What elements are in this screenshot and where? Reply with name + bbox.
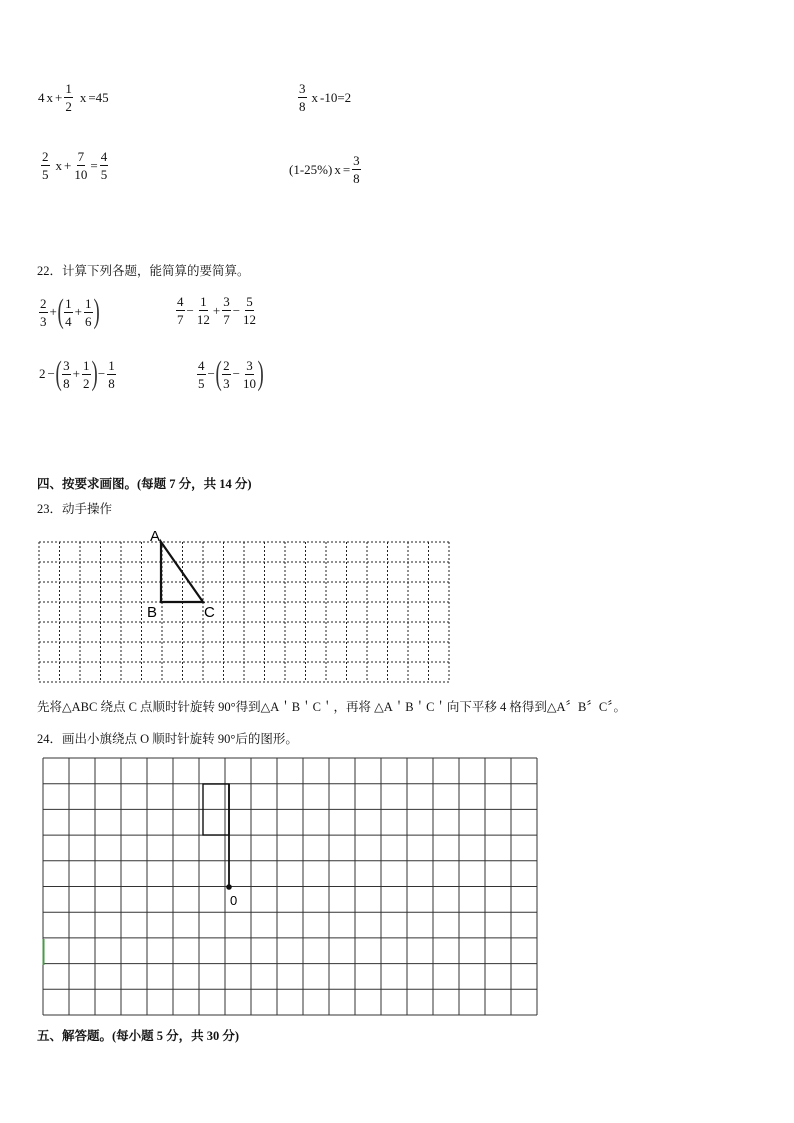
equation-1: 4 x + $\frac{1}{2}$ x =45 bbox=[38, 81, 109, 114]
q22-expression-4: $\frac{4}{5}$ − ( $\frac{2}{3}$ − $\frac{3}{10}$ ) bbox=[198, 355, 264, 392]
q24-grid bbox=[42, 757, 546, 1019]
question-23-title: 23．动手操作 bbox=[37, 502, 113, 516]
question-23-instruction: 先将△ABC 绕点 C 点顺时针旋转 90°得到△A＇B＇C＇，再将 △A＇B＇C＇向下平移 4 格得到△A〞B〞C〞。 bbox=[37, 700, 626, 714]
equation-3: $\frac{2}{5}$ x + $\frac{7}{10}$ = $\frac{4}{5}$ bbox=[42, 149, 108, 182]
question-24-title: 24．画出小旗绕点 O 顺时针旋转 90°后的图形。 bbox=[37, 732, 298, 746]
section-4-title: 四、按要求画图。(每题 7 分，共 14 分) bbox=[37, 477, 252, 491]
q22-expression-1: $\frac{2}{3}$ + ( $\frac{1}{4}$ + $\frac{1}{6}$ ) bbox=[40, 293, 100, 330]
label-c: C bbox=[204, 604, 215, 621]
label-a: A bbox=[150, 528, 161, 545]
q22-expression-2: $\frac{4}{7}$ − $\frac{1}{12}$ + $\frac{3}{7}$ − $\frac{5}{12}$ bbox=[177, 294, 257, 327]
q22-expression-3: 2 − ( $\frac{3}{8}$ + $\frac{1}{2}$ ) − $\frac{1}{8}$ bbox=[39, 355, 115, 392]
label-o: 0 bbox=[230, 893, 238, 908]
question-22-title: 22．计算下列各题，能简算的要简算。 bbox=[37, 264, 250, 278]
q23-grid bbox=[36, 526, 452, 686]
section-5-title: 五、解答题。(每小题 5 分，共 30 分) bbox=[37, 1029, 240, 1043]
label-b: B bbox=[147, 604, 158, 621]
equation-4: (1-25%) x = $\frac{3}{8}$ bbox=[289, 153, 360, 186]
point-o bbox=[226, 884, 232, 890]
equation-2: $\frac{3}{8}$ x -10=2 bbox=[299, 81, 352, 114]
